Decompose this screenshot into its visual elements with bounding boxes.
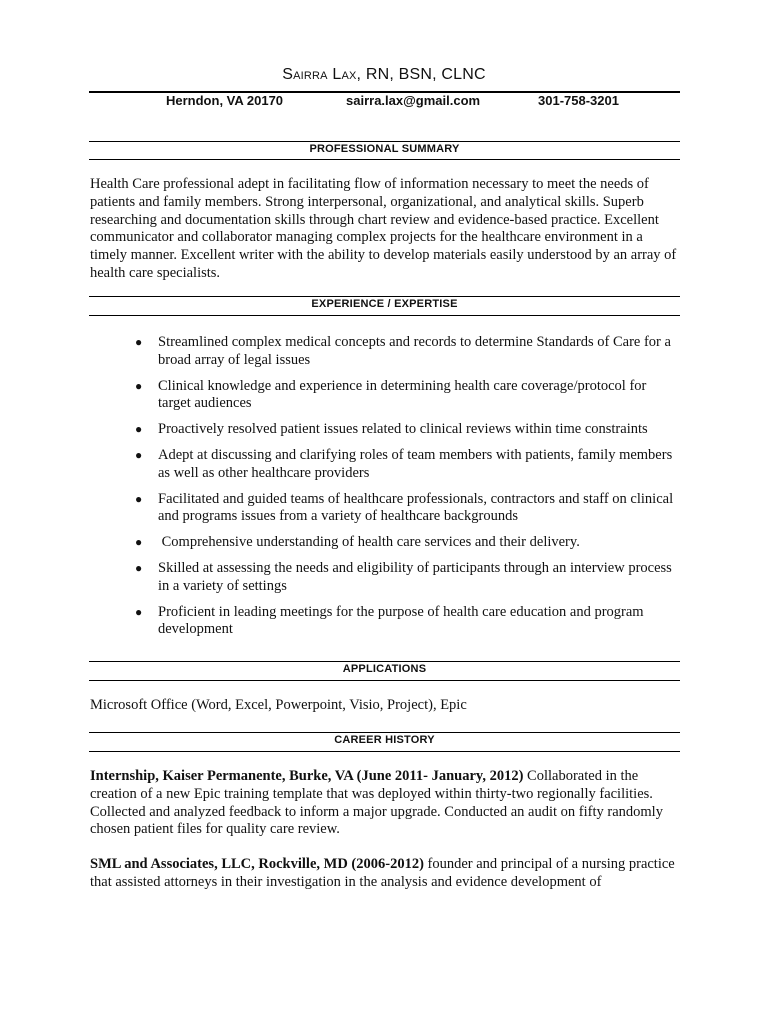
contact-location: Herndon, VA 20170	[166, 93, 284, 108]
list-item	[90, 378, 682, 414]
list-item-text: Skilled at assessing the needs and eligibility of participants through an interview process in a variety of settings	[158, 559, 672, 594]
list-item-text: Streamlined complex medical concepts and records to determine Standards of Care for a broad array of legal issues	[158, 334, 671, 368]
career-rule-bottom	[89, 751, 680, 752]
applications-heading: APPLICATIONS	[342, 663, 427, 675]
summary-rule-top	[89, 141, 680, 142]
applications-rule-top	[89, 661, 680, 662]
career-entry-title: SML and Associates, LLC, Rockville, MD (2006-2012)	[90, 856, 424, 872]
bullet-icon: ●	[135, 422, 143, 437]
experience-list	[90, 334, 682, 647]
bullet-icon: ●	[135, 447, 143, 462]
list-item	[90, 560, 682, 596]
list-item	[90, 534, 682, 552]
applications-text: Microsoft Office (Word, Excel, Powerpoint, Visio, Project), Epic	[90, 697, 467, 713]
experience-rule-bottom	[89, 315, 680, 316]
contact-phone: 301-758-3201	[538, 93, 619, 108]
bullet-icon: ●	[135, 604, 143, 619]
list-item	[90, 491, 682, 527]
career-entry-description: Collaborated in the creation of a new Epic training template that was deployed within thirty-two regionally facilities. Collected and analyzed feedback to inform a major upgrade. Conducted an audit on fifty randomly chosen patient files for quality care review.	[90, 768, 663, 838]
experience-heading: EXPERIENCE / EXPERTISE	[311, 298, 458, 310]
bullet-icon: ●	[135, 491, 143, 506]
career-rule-top	[89, 732, 680, 733]
bullet-icon: ●	[135, 535, 143, 550]
candidate-name-text: Sairra Lax	[282, 66, 357, 83]
bullet-icon: ●	[135, 335, 143, 349]
summary-text: Health Care professional adept in facilitating flow of information necessary to meet the needs of patients and family members. Strong interpersonal, organizational, and analytical skills. Superb researching and documentation skills through chart review and evidence-based practice. Excellent communicator and collaborator managing complex projects for the healthcare environment in a timely manner. Excellent writer with the ability to develop materials easily understood by an array of health care specialists.	[90, 176, 677, 281]
contact-email[interactable]: sairra.lax@gmail.com	[346, 93, 481, 108]
career-entry	[90, 768, 682, 839]
list-item	[90, 604, 682, 640]
contact-line	[0, 93, 768, 111]
career-entry	[90, 856, 682, 892]
career-heading: CAREER HISTORY	[334, 734, 435, 746]
list-item-text: Facilitated and guided teams of healthcare professionals, contractors and staff on clinical and programs issues from a variety of healthcare backgrounds	[158, 490, 674, 525]
applications-rule-bottom	[89, 680, 680, 681]
candidate-credentials: , RN, BSN, CLNC	[356, 66, 486, 83]
list-item-text: Adept at discussing and clarifying roles of team members with patients, family members as well as other healthcare providers	[158, 446, 673, 481]
career-entry-title: Internship, Kaiser Permanente, Burke, VA (June 2011- January, 2012)	[90, 768, 524, 784]
experience-rule-top	[89, 296, 680, 297]
list-item	[90, 334, 682, 370]
bullet-icon: ●	[135, 560, 143, 575]
bullet-icon: ●	[135, 378, 143, 393]
summary-heading: PROFESSIONAL SUMMARY	[309, 143, 460, 155]
list-item	[90, 447, 682, 483]
list-item-text: Comprehensive understanding of health care services and their delivery.	[158, 534, 580, 551]
summary-rule-bottom	[89, 159, 680, 160]
career-entry-description: founder and principal of a nursing practice that assisted attorneys in their investigation in the analysis and evidence development of	[90, 856, 675, 890]
candidate-name	[0, 66, 768, 84]
list-item	[90, 421, 682, 439]
list-item-text: Clinical knowledge and experience in determining health care coverage/protocol for target audiences	[158, 377, 647, 412]
list-item-text: Proactively resolved patient issues related to clinical reviews within time constraints	[158, 421, 648, 438]
list-item-text: Proficient in leading meetings for the purpose of health care education and program development	[158, 603, 644, 638]
